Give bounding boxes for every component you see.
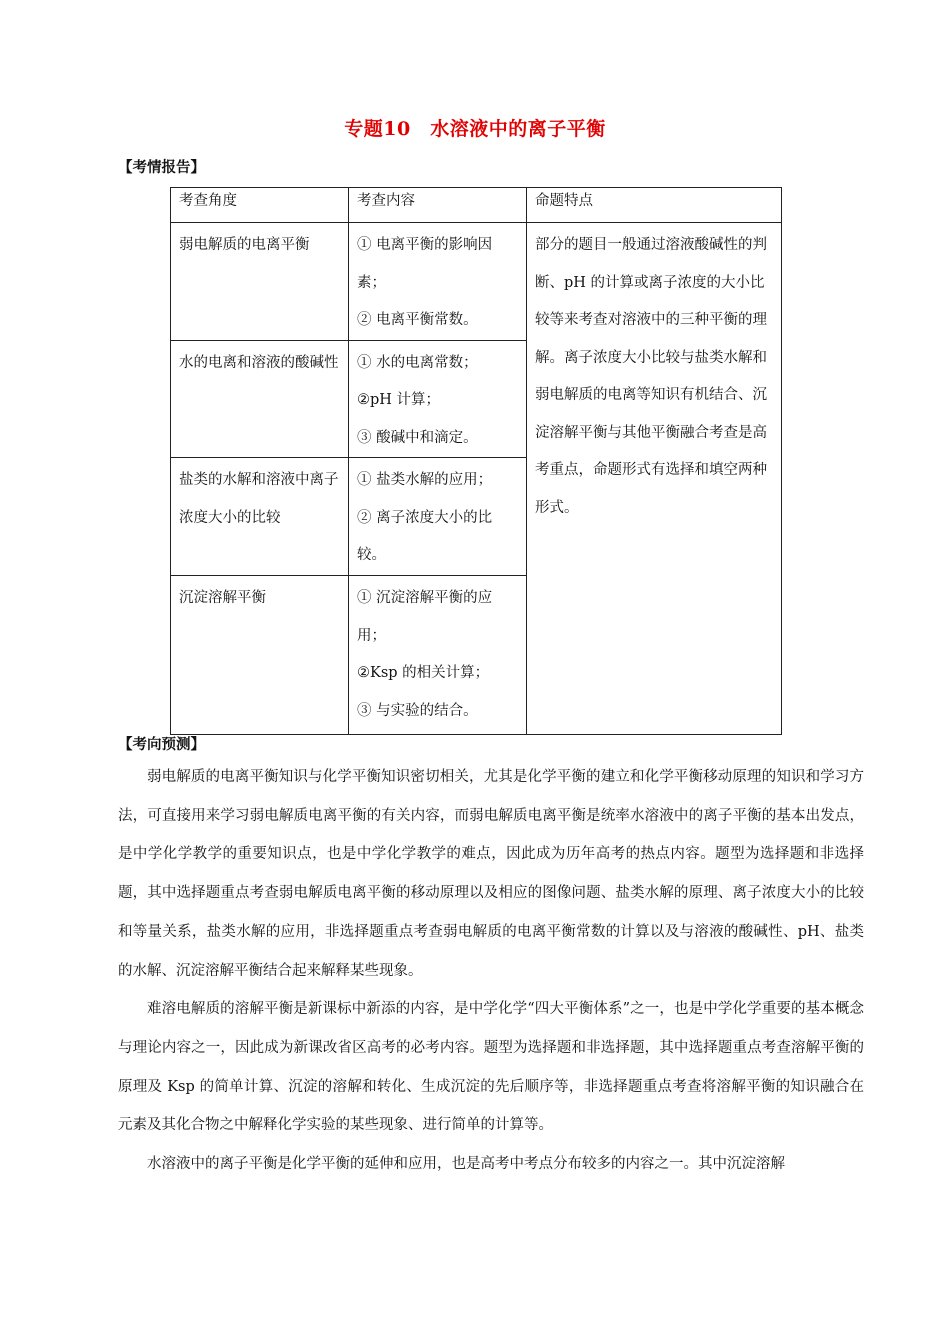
content-line: ③ 与实验的结合。: [357, 702, 478, 719]
content-cell: [349, 576, 527, 735]
header-content: 考查内容: [349, 188, 527, 223]
content-line: ② 电离平衡常数。: [357, 312, 478, 328]
paragraph: 弱电解质的电离平衡知识与化学平衡知识密切相关，尤其是化学平衡的建立和化学平衡移动原理的知识和学习方法，可直接用来学习弱电解质电离平衡的有关内容，而弱电解质电离平衡是统率水溶液中的离子平衡的基本出发点，是中学化学教学的重要知识点，也是中学化学教学的难点，因此成为历年高考的热点内容。题型为选择题和非选择题，其中选择题重点考查弱电解质电离平衡的移动原理以及相应的图像问题、盐类水解的原理、离子浓度大小的比较和等量关系，盐类水解的应用，非选择题重点考查弱电解质的电离平衡常数的计算以及与溶液的酸碱性、pH、盐类的水解、沉淀溶解平衡结合起来解释某些现象。: [118, 769, 864, 979]
table-header-row: [171, 188, 782, 223]
angle-cell: 水的电离和溶液的酸碱性: [171, 340, 349, 458]
report-heading: 【考情报告】: [118, 159, 205, 176]
header-angle: 考查角度: [171, 188, 349, 223]
content-line: ②pH 计算；: [357, 392, 441, 408]
angle-cell: 盐类的水解和溶液中离子浓度大小的比较: [171, 458, 349, 576]
content-cell: [349, 223, 527, 341]
report-table: [170, 187, 782, 735]
table-row: [171, 223, 782, 341]
content-line: ③ 酸碱中和滴定。: [357, 429, 478, 446]
page-title: 专题10 水溶液中的离子平衡: [344, 118, 606, 140]
paragraph: 难溶电解质的溶解平衡是新课标中新添的内容，是中学化学“四大平衡体系”之一，也是中学化学重要的基本概念与理论内容之一，因此成为新课改省区高考的必考内容。题型为选择题和非选择题，其中选择题重点考查溶解平衡的原理及 Ksp 的简单计算、沉淀的溶解和转化、生成沉淀的先后顺序等，非选择题重点考查将溶解平衡的知识融合在元素及其化合物之中解释化学实验的某些现象、进行简单的计算等。: [118, 1001, 864, 1134]
header-features: 命题特点: [527, 188, 782, 223]
angle-cell: 沉淀溶解平衡: [171, 576, 349, 735]
forecast-body: [118, 758, 864, 1184]
features-cell: 部分的题目一般通过溶液酸碱性的判断、pH 的计算或离子浓度的大小比较等来考查对溶液中的三种平衡的理解。离子浓度大小比较与盐类水解和弱电解质的电离等知识有机结合、沉淀溶解平衡与其他平衡融合考查是高考重点，命题形式有选择和填空两种形式。: [527, 223, 782, 735]
content-cell: [349, 458, 527, 576]
content-line: ②Ksp 的相关计算；: [357, 665, 490, 681]
content-line: ② 离子浓度大小的比较。: [357, 509, 493, 563]
content-line: ① 沉淀溶解平衡的应用；: [357, 590, 493, 644]
paragraph: 水溶液中的离子平衡是化学平衡的延伸和应用，也是高考中考点分布较多的内容之一。其中沉淀溶解: [147, 1156, 785, 1173]
content-line: ① 电离平衡的影响因素；: [357, 237, 493, 291]
content-cell: [349, 340, 527, 458]
content-line: ① 盐类水解的应用；: [357, 472, 493, 488]
angle-cell: 弱电解质的电离平衡: [171, 223, 349, 341]
forecast-heading: 【考向预测】: [118, 736, 205, 753]
content-line: ① 水的电离常数；: [357, 354, 478, 371]
